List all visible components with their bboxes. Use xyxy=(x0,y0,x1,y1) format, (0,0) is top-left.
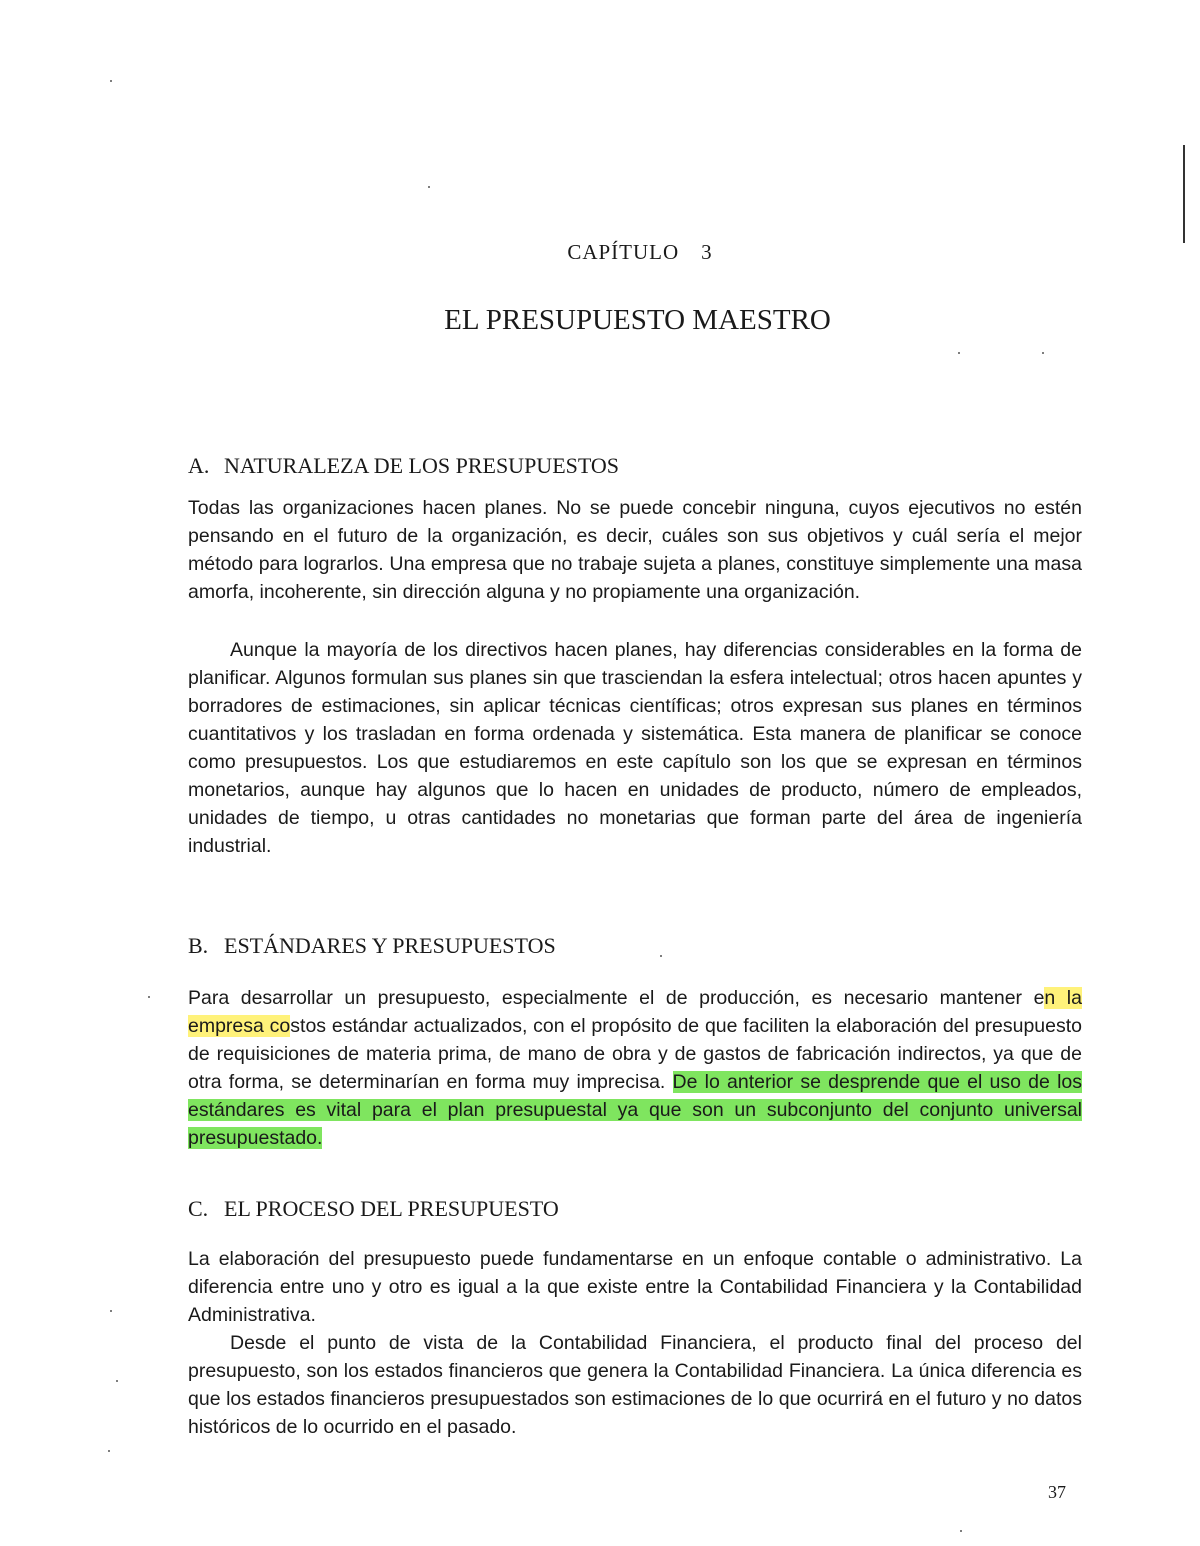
section-a-paragraph-1: Todas las organizaciones hacen planes. No se puede concebir ninguna, cuyos ejecutivos no estén pensando en el futuro de la organización, es decir, cuáles son sus objetivos y cuál sería el mejor método para lograrlos. Una empresa que no trabaje sujeta a planes, constituye simplemente una masa amorfa, incoherente, sin dirección alguna y no propiamente una organización. xyxy=(188,497,1082,603)
section-c-heading xyxy=(188,1196,559,1222)
scan-speck xyxy=(1042,352,1044,354)
chapter-number: 3 xyxy=(701,240,713,264)
scan-speck xyxy=(428,186,430,188)
section-a-title: NATURALEZA DE LOS PRESUPUESTOS xyxy=(224,453,620,478)
scan-speck xyxy=(960,1530,962,1532)
section-a-letter: A. xyxy=(188,453,210,478)
scan-speck xyxy=(110,1310,112,1312)
section-c-paragraph-2: Desde el punto de vista de la Contabilidad Financiera, el producto final del proceso del presupuesto, son los estados financieros que genera la Contabilidad Financiera. La única diferencia es que los estados financieros presupuestados son estimaciones de lo que ocurrirá en el futuro y no datos históricos de lo ocurrido en el pasado. xyxy=(188,1332,1082,1438)
scan-speck xyxy=(660,955,662,957)
page-number: 37 xyxy=(1048,1482,1066,1502)
section-a-paragraph-2: Aunque la mayoría de los directivos hacen planes, hay diferencias considerables en la forma de planificar. Algunos formulan sus planes sin que trasciendan la esfera intelectual; otros hacen apuntes y borradores de estimaciones, sin aplicar técnicas científicas; otros expresan sus planes en términos cuantitativos y los trasladan en forma ordenada y sistemática. Esta manera de planificar se conoce como presupuestos. Los que estudiaremos en este capítulo son los que se expresan en términos monetarios, aunque hay algunos que lo hacen en unidades de producto, número de empleados, unidades de tiempo, u otras cantidades no monetarias que forman parte del área de ingeniería industrial. xyxy=(188,639,1082,857)
section-c-paragraph-1: La elaboración del presupuesto puede fundamentarse en un enfoque contable o administrativo. La diferencia entre uno y otro es igual a la que existe entre la Contabilidad Financiera y la Contabilidad Administrativa. xyxy=(188,1248,1082,1326)
section-c-letter: C. xyxy=(188,1196,209,1221)
section-b-text-start: Para desarrollar un presupuesto, especialmente el de producción, es necesario mantener e xyxy=(188,987,1045,1009)
chapter-label xyxy=(0,240,1200,265)
section-b-letter: B. xyxy=(188,933,209,958)
section-b-heading xyxy=(188,933,556,959)
scan-speck xyxy=(148,996,150,998)
scan-speck xyxy=(116,1380,118,1382)
green-highlight: De lo anterior se desprende que el uso de los estándares es vital para el plan presupuestal ya que son un subconjunto del conjunto universal presupuestado. xyxy=(188,1071,1082,1149)
section-a-heading xyxy=(188,453,619,479)
chapter-title: EL PRESUPUESTO MAESTRO xyxy=(444,304,831,336)
scan-speck xyxy=(958,352,960,354)
yellow-highlight: n la empresa co xyxy=(188,987,1082,1037)
scan-speck xyxy=(110,80,112,82)
section-b-text-middle: stos estándar actualizados, con el propósito de que faciliten la elaboración del presupuesto de requisiciones de materia prima, de mano de obra y de gastos de fabricación indirectos, ya que de otra forma, se determinarían en forma muy imprecisa. xyxy=(188,1015,1082,1093)
section-b-title: ESTÁNDARES Y PRESUPUESTOS xyxy=(224,933,556,958)
chapter-label-text: CAPÍTULO xyxy=(567,240,680,264)
scan-edge-mark xyxy=(1183,145,1185,243)
section-c-title: EL PROCESO DEL PRESUPUESTO xyxy=(224,1196,559,1221)
section-b-paragraph-1 xyxy=(188,984,1082,1152)
scan-speck xyxy=(108,1450,110,1452)
